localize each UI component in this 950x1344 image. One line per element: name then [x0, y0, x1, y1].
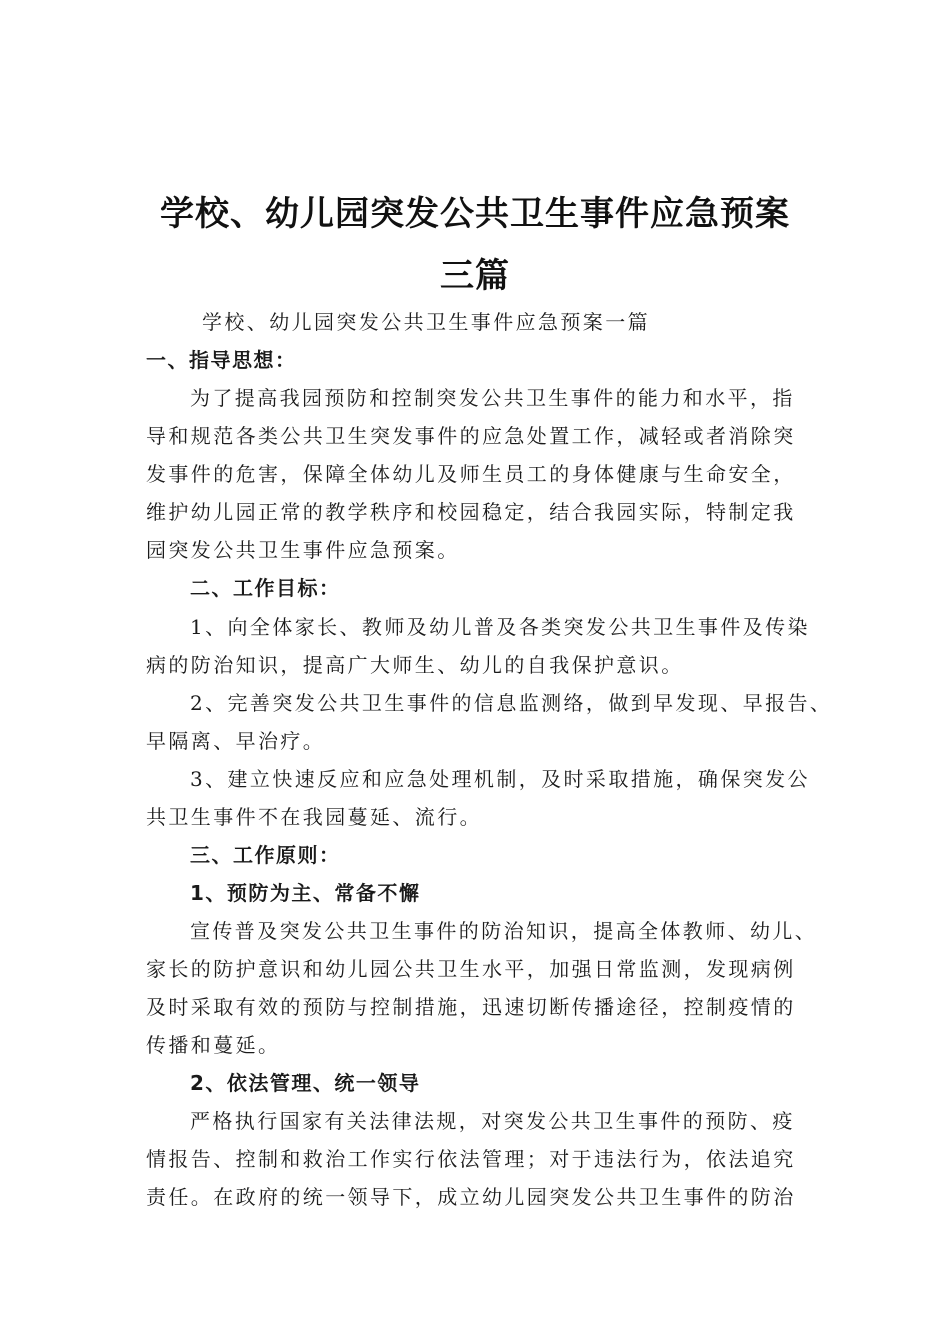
- principle1-heading: 1、预防为主、常备不懈: [190, 881, 421, 905]
- section2-item1-line: 1、向全体家长、教师及幼儿普及各类突发公共卫生事件及传染: [190, 615, 810, 639]
- section2-item1-line: 病的防治知识，提高广大师生、幼儿的自我保护意识。: [146, 653, 684, 677]
- section1-paragraph-line: 为了提高我园预防和控制突发公共卫生事件的能力和水平，指: [190, 386, 795, 410]
- principle1-paragraph-line: 家长的防护意识和幼儿园公共卫生水平，加强日常监测，发现病例: [146, 957, 796, 981]
- principle2-heading: 2、依法管理、统一领导: [190, 1071, 421, 1095]
- section2-item2-line: 2、完善突发公共卫生事件的信息监测络，做到早发现、早报告、: [190, 691, 833, 715]
- principle2-paragraph-line: 情报告、控制和救治工作实行依法管理；对于违法行为，依法追究: [146, 1147, 796, 1171]
- section1-paragraph-line: 导和规范各类公共卫生突发事件的应急处置工作，减轻或者消除突: [146, 424, 796, 448]
- section2-item3-line: 共卫生事件不在我园蔓延、流行。: [146, 805, 482, 829]
- section2-item2-line: 早隔离、早治疗。: [146, 729, 326, 753]
- section2-item3-line: 3、建立快速反应和应急处理机制，及时采取措施，确保突发公: [190, 767, 810, 791]
- principle1-paragraph-line: 及时采取有效的预防与控制措施，迅速切断传播途径，控制疫情的: [146, 995, 796, 1019]
- document-title-line2: 三篇: [440, 256, 510, 296]
- principle1-paragraph-line: 宣传普及突发公共卫生事件的防治知识，提高全体教师、幼儿、: [190, 919, 818, 943]
- principle2-paragraph-line: 严格执行国家有关法律法规，对突发公共卫生事件的预防、疫: [190, 1109, 795, 1133]
- principle1-paragraph-line: 传播和蔓延。: [146, 1033, 281, 1057]
- section1-paragraph-line: 发事件的危害，保障全体幼儿及师生员工的身体健康与生命安全，: [146, 462, 796, 486]
- document-subtitle: 学校、幼儿园突发公共卫生事件应急预案一篇: [202, 310, 650, 334]
- section1-paragraph-line: 园突发公共卫生事件应急预案。: [146, 538, 460, 562]
- section2-heading: 二、工作目标：: [190, 576, 341, 600]
- section3-heading: 三、工作原则：: [190, 843, 341, 867]
- principle2-paragraph-line: 责任。在政府的统一领导下，成立幼儿园突发公共卫生事件的防治: [146, 1185, 796, 1209]
- section1-paragraph-line: 维护幼儿园正常的教学秩序和校园稳定，结合我园实际，特制定我: [146, 500, 796, 524]
- section1-heading: 一、指导思想：: [146, 348, 297, 372]
- document-title-line1: 学校、幼儿园突发公共卫生事件应急预案: [160, 194, 790, 234]
